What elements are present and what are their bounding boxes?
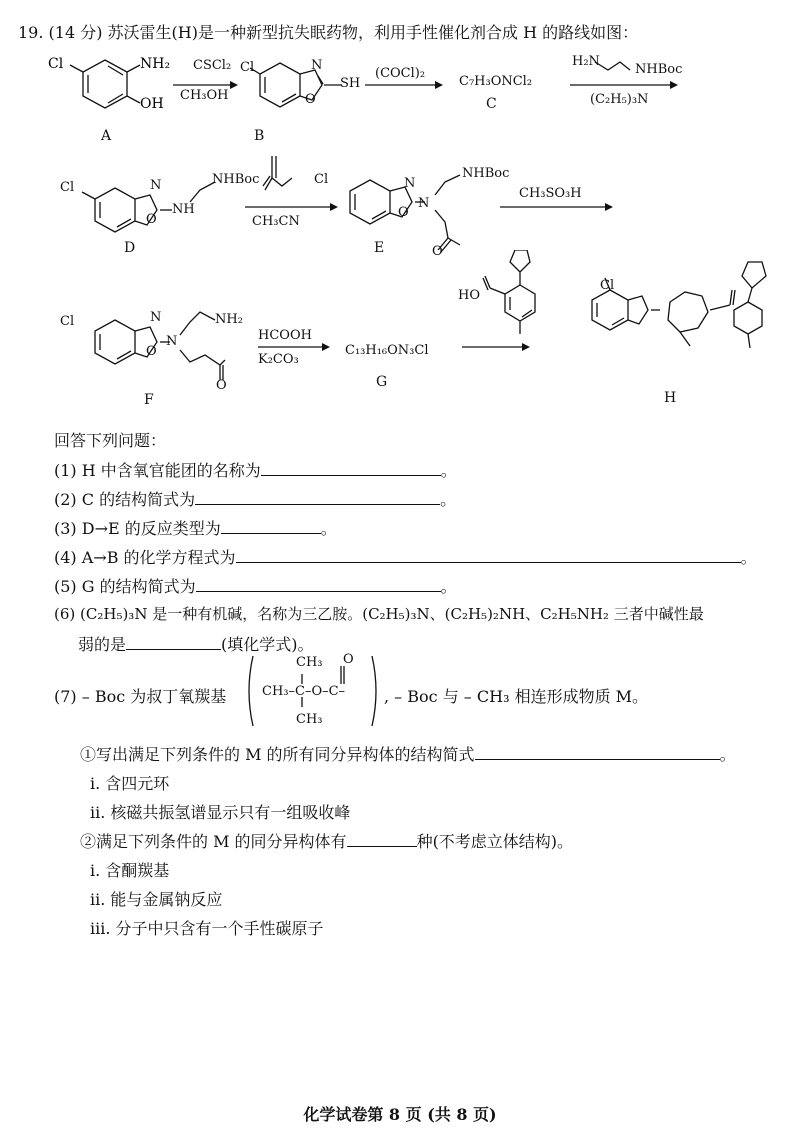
- atom-n-e: N: [404, 176, 416, 191]
- reagent-acid: [483, 250, 535, 334]
- scheme-row-2-svg: [30, 150, 650, 260]
- atom-n2-e: N: [418, 196, 430, 211]
- condition-2-ii: ⅱ. 能与金属钠反应: [90, 890, 223, 909]
- atom-oh: OH: [140, 96, 164, 112]
- reagent-ef-top: CH₃SO₃H: [519, 186, 582, 201]
- question-3-text: (3) D→E 的反应类型为: [54, 519, 221, 538]
- reagent-cd-h2n: H₂N: [572, 54, 600, 69]
- page-footer: 化学试卷第 8 页 (共 8 页): [303, 1105, 497, 1124]
- compound-g-formula: C₁₃H₁₆ON₃Cl: [345, 343, 429, 358]
- atom-cl-b: Cl: [240, 60, 255, 75]
- question-5: [54, 574, 457, 597]
- atom-cl: Cl: [48, 56, 64, 72]
- ethylenediamine-chain: [595, 62, 630, 70]
- atom-cl-d: Cl: [60, 180, 75, 195]
- question-1: [54, 458, 457, 481]
- boc-ch3-top: CH₃: [296, 655, 323, 670]
- atom-sh-b: SH: [340, 76, 361, 91]
- atom-o2-e: O: [432, 244, 443, 259]
- answer-blank-2[interactable]: [195, 490, 440, 505]
- question-3: [54, 516, 337, 539]
- label-D: D: [124, 240, 136, 256]
- boc-ch3-bottom: CH₃: [296, 712, 323, 727]
- arrowhead-f-g: [322, 343, 330, 351]
- question-4-end: 。: [740, 548, 757, 567]
- answer-blank-4[interactable]: [236, 548, 741, 563]
- question-2-text: (2) C 的结构简式为: [54, 490, 196, 509]
- question-1-text: (1) H 中含氧官能团的名称为: [54, 461, 261, 480]
- atom-nhboc-d: NHBoc: [212, 172, 260, 187]
- question-header: 19. (14 分) 苏沃雷生(H)是一种新型抗失眠药物，利用手性催化剂合成 H 的路线如图：: [18, 23, 639, 42]
- question-4-text: (4) A→B 的化学方程式为: [54, 548, 236, 567]
- reagent-de-bottom: CH₃CN: [252, 214, 300, 229]
- arrowhead-d-e: [330, 203, 338, 211]
- reagent-fg-top: HCOOH: [258, 328, 312, 343]
- question-5-end: 。: [440, 577, 457, 596]
- atom-o-d: O: [146, 212, 157, 227]
- question-4: [54, 545, 757, 568]
- atom-nh-d: NH: [172, 202, 195, 217]
- answer-blank-6[interactable]: [126, 635, 221, 650]
- reagent-bc-top: (COCl)₂: [375, 66, 426, 81]
- question-6-text-2: 弱的是: [78, 635, 127, 654]
- question-7-part-1-text: ①写出满足下列条件的 M 的所有同分异构体的结构简式: [80, 745, 475, 764]
- atom-o-b: O: [305, 92, 316, 107]
- atom-cl-e: Cl: [314, 172, 329, 187]
- reagent-butenone: [263, 156, 292, 190]
- question-7-suffix: , – Boc 与 – CH₃ 相连形成物质 M。: [384, 687, 649, 706]
- atom-n-f: N: [150, 310, 162, 325]
- atom-o2-f: O: [216, 378, 227, 393]
- label-C: C: [486, 96, 497, 112]
- boc-o-top: O: [343, 652, 354, 667]
- condition-2-i: ⅰ. 含酮羰基: [90, 861, 170, 880]
- answer-blank-7-2[interactable]: [347, 832, 417, 847]
- reagent-cd-nhboc: NHBoc: [635, 62, 683, 77]
- arrowhead-g-h: [522, 343, 530, 351]
- compound-A: [70, 60, 140, 108]
- reagent-ab-bottom: CH₃OH: [180, 88, 229, 103]
- label-E: E: [374, 240, 385, 256]
- atom-nh2-f: NH₂: [215, 312, 243, 327]
- answer-blank-1[interactable]: [261, 461, 441, 476]
- question-3-end: 。: [320, 519, 337, 538]
- question-7-part-1: [80, 742, 736, 765]
- label-F: F: [144, 392, 154, 408]
- question-2: [54, 487, 456, 510]
- question-5-text: (5) G 的结构简式为: [54, 577, 196, 596]
- scheme-row-2: [30, 150, 650, 260]
- reagent-fg-bottom: K₂CO₃: [258, 352, 299, 367]
- atom-n-b: N: [311, 58, 323, 73]
- question-6-end: (填化学式)。: [221, 635, 314, 654]
- arrowhead-a-b: [230, 81, 238, 89]
- label-A: A: [101, 128, 112, 144]
- question-7-part-2-end: 种(不考虑立体结构)。: [416, 832, 574, 851]
- reagent-ab-top: CSCl₂: [193, 58, 232, 73]
- atom-o-e: O: [398, 205, 409, 220]
- question-1-end: 。: [440, 461, 457, 480]
- arrowhead-e-f: [605, 203, 613, 211]
- condition-2-iii: ⅲ. 分子中只含有一个手性碳原子: [90, 919, 324, 938]
- arrowhead-b-c: [435, 81, 443, 89]
- question-7-part-2: [80, 829, 573, 852]
- compound-B: [250, 63, 342, 107]
- condition-1-i: ⅰ. 含四元环: [90, 774, 170, 793]
- label-B: B: [254, 128, 265, 144]
- scheme-row-1-svg: [30, 48, 800, 148]
- atom-nh2: NH₂: [140, 56, 171, 72]
- atom-o-f: O: [146, 344, 157, 359]
- answer-blank-7-1[interactable]: [475, 745, 720, 760]
- question-7-part-1-end: 。: [719, 745, 736, 764]
- answer-blank-3[interactable]: [221, 519, 321, 534]
- compound-H: [592, 262, 766, 348]
- reagent-cd-bottom: (C₂H₅)₃N: [590, 92, 649, 107]
- intro-text: 回答下列问题：: [54, 431, 167, 450]
- atom-nhboc-e: NHBoc: [462, 166, 510, 181]
- label-H: H: [664, 390, 677, 406]
- compound-c-formula: C₇H₃ONCl₂: [459, 74, 533, 89]
- answer-blank-5[interactable]: [196, 577, 441, 592]
- scheme-row-1: [30, 48, 800, 148]
- atom-n2-f: N: [166, 334, 178, 349]
- atom-cl-h: Cl: [600, 278, 615, 293]
- question-6-line-1: [54, 603, 784, 624]
- label-G: G: [376, 374, 388, 390]
- reagent-gh-ho: HO: [458, 288, 480, 303]
- question-7-part-2-text: ②满足下列条件的 M 的同分异构体有: [80, 832, 347, 851]
- condition-1-ii: ⅱ. 核磁共振氢谱显示只有一组吸收峰: [90, 803, 351, 822]
- question-2-end: 。: [440, 490, 457, 509]
- boc-main-chain: CH₃–C–O–C–: [262, 684, 346, 699]
- question-7-prefix: (7) – Boc 为叔丁氧羰基: [54, 687, 227, 706]
- question-6-text: (6) (C₂H₅)₃N 是一种有机碱，名称为三乙胺。(C₂H₅)₃N、(C₂H₅)₂NH、C₂H₅NH₂ 三者中碱性最: [54, 605, 704, 623]
- atom-cl-f: Cl: [60, 314, 75, 329]
- arrowhead-c-d: [670, 81, 678, 89]
- atom-n-d: N: [150, 178, 162, 193]
